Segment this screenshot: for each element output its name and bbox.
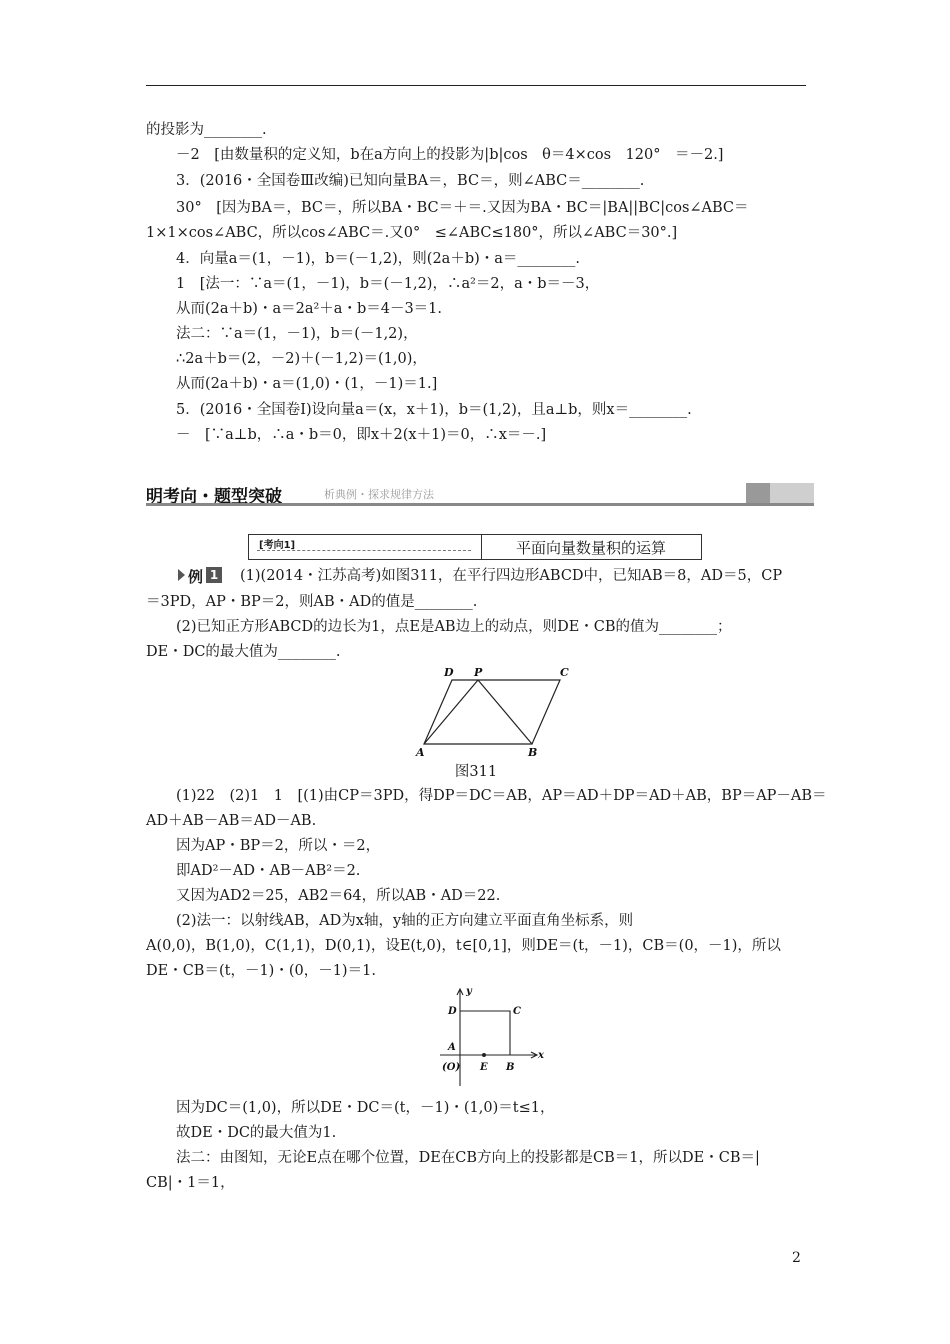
text-line: 30° [因为BA＝，BC＝，所以BA・BC＝＋＝.又因为BA・BC＝|BA||BC|cos∠ABC＝ <box>176 200 749 216</box>
text-line: 因为DC＝(1,0)，所以DE・DC＝(t，－1)・(1,0)＝t≤1， <box>176 1100 555 1116</box>
label-c: C <box>513 1006 521 1017</box>
label-p: P <box>474 666 483 679</box>
coordinate-figure <box>436 984 548 1090</box>
page-number: 2 <box>792 1250 801 1266</box>
text-line: (1)22 (2)1 1 [(1)由CP＝3PD，得DP＝DC＝AB，AP＝AD＋DP＝AD＋AB，BP＝AP－AB＝ <box>176 788 827 804</box>
text-line: (2)法一：以射线AB，AD为x轴，y轴的正方向建立平面直角坐标系，则 <box>176 913 634 929</box>
label-c: C <box>560 666 569 679</box>
text-line: (2)已知正方形ABCD的边长为1，点E是AB边上的动点，则DE・CB的值为________； <box>176 619 732 635</box>
parallelogram-figure <box>410 664 570 760</box>
text-line: AD＋AB－AB＝AD－AB. <box>146 813 317 829</box>
section-banner <box>146 480 814 506</box>
text-line: ∴2a＋b＝(2，－2)＋(－1,2)＝(1,0)， <box>176 351 427 367</box>
example-badge <box>178 566 224 584</box>
label-x: x <box>538 1050 544 1061</box>
text-line: 故DE・DC的最大值为1. <box>176 1125 337 1141</box>
text-line: 3．(2016・全国卷Ⅲ改编)已知向量BA＝，BC＝，则∠ABC＝________. <box>176 173 645 189</box>
top-rule <box>146 85 806 86</box>
segment-bp <box>478 680 532 744</box>
text-line: 从而(2a＋b)・a＝2a²＋a・b＝4－3＝1. <box>176 301 443 317</box>
triangle-icon <box>178 569 185 581</box>
text-line: 因为AP・BP＝2，所以・＝2， <box>176 838 381 854</box>
text-line: －2 [由数量积的定义知，b在a方向上的投影为|b|cos θ＝4×cos 120° ＝－2.] <box>176 147 724 163</box>
text-line: 5．(2016・全国卷Ⅰ)设向量a＝(x，x＋1)，b＝(1,2)，且a⊥b，则x＝________. <box>176 402 692 418</box>
topic-box <box>248 534 702 560</box>
text-line: 即AD²－AD・AB－AB²＝2. <box>176 863 361 879</box>
text-line: － [∵a⊥b，∴a・b＝0，即x＋2(x＋1)＝0，∴x＝－.] <box>176 427 547 443</box>
text-line: CB|・1＝1， <box>146 1175 235 1191</box>
label-d: D <box>448 1006 457 1017</box>
segment-ap <box>424 680 478 744</box>
text-line: (1)(2014・江苏高考)如图311，在平行四边形ABCD中，已知AB＝8，AD＝5，CP <box>240 568 783 584</box>
text-line: 的投影为________. <box>146 122 267 138</box>
banner-block <box>746 483 770 503</box>
text-line: DE・CB＝(t，－1)・(0，－1)＝1. <box>146 963 376 979</box>
square-sides <box>460 1011 510 1055</box>
topic-tag: [考向1] <box>259 540 296 551</box>
section-title: 明考向・题型突破 <box>146 487 282 507</box>
label-b: B <box>506 1062 515 1073</box>
label-d: D <box>444 666 454 679</box>
text-line: 从而(2a＋b)・a＝(1,0)・(1，－1)＝1.] <box>176 376 438 392</box>
text-line: 法二：由图知，无论E点在哪个位置，DE在CB方向上的投影都是CB＝1，所以DE・CB＝| <box>176 1150 760 1166</box>
text-line: 4．向量a＝(1，－1)，b＝(－1,2)，则(2a＋b)・a＝________. <box>176 251 581 267</box>
parallelogram-shape <box>424 680 560 744</box>
label-a: A <box>416 746 425 759</box>
topic-name: 平面向量数量积的运算 <box>515 539 666 557</box>
figure-caption: 图311 <box>454 764 498 780</box>
section-subtitle: 析典例・探求规律方法 <box>324 488 434 501</box>
label-o: (O) <box>442 1062 461 1073</box>
text-line: DE・DC的最大值为________. <box>146 644 341 660</box>
label-y: y <box>466 986 472 997</box>
label-b: B <box>528 746 538 759</box>
text-line: A(0,0)，B(1,0)，C(1,1)，D(0,1)，设E(t,0)，t∈[0,1]，则DE＝(t，－1)，CB＝(0，－1)，所以 <box>146 938 781 954</box>
label-a: A <box>448 1042 456 1053</box>
point-e <box>482 1053 486 1057</box>
example-number: 1 <box>206 567 222 583</box>
text-line: 法二：∵a＝(1，－1)，b＝(－1,2)， <box>176 326 418 342</box>
text-line: 1 [法一：∵a＝(1，－1)，b＝(－1,2)，∴a²＝2，a・b＝－3， <box>176 276 600 292</box>
text-line: ＝3PD，AP・BP＝2，则AB・AD的值是________. <box>146 594 478 610</box>
example-word: 例 <box>188 568 204 586</box>
dashed-line <box>257 550 471 551</box>
label-e: E <box>480 1062 488 1073</box>
banner-block <box>770 483 814 503</box>
text-line: 又因为AD2＝25，AB2＝64，所以AB・AD＝22. <box>176 888 501 904</box>
banner-rule <box>146 503 814 506</box>
topic-tag-cell <box>249 535 482 559</box>
text-line: 1×1×cos∠ABC，所以cos∠ABC＝.又0° ≤∠ABC≤180°，所以∠ABC＝30°.] <box>146 225 678 241</box>
